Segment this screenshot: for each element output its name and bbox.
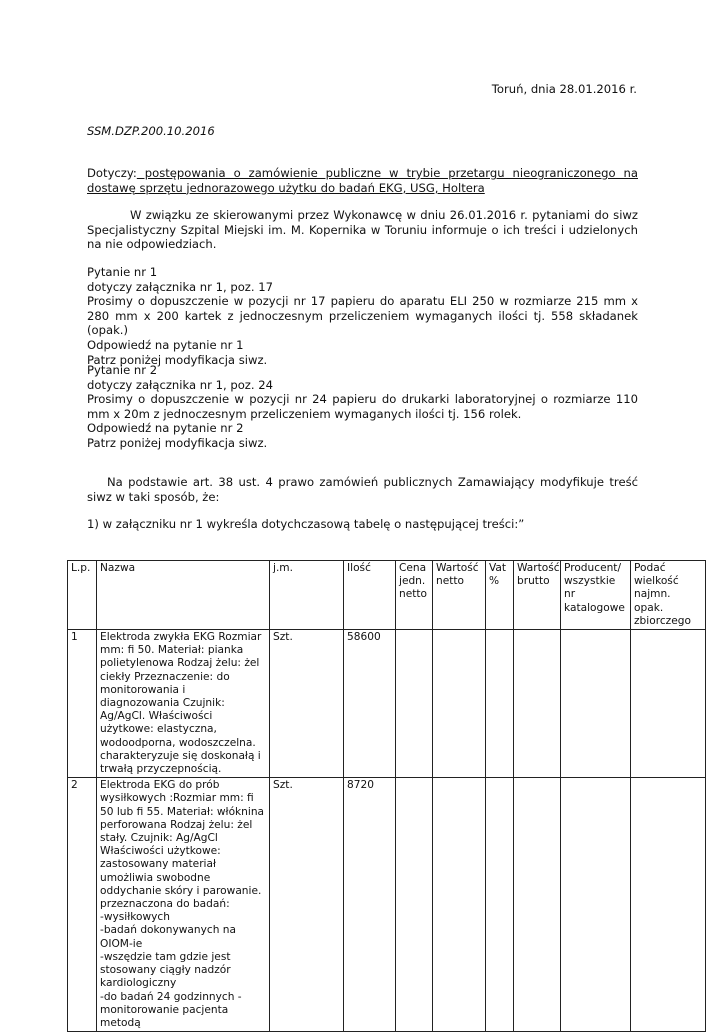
item-name: Elektroda zwykła EKG Rozmiar mm: fi 50. Materiał: pianka polietylenowa Rodzaj żelu: żel ciekły Przeznaczenie: do monitorowania i diagnozowania Czujnik: Ag/AgCl. Właściwości użytkowe: elastyczna, wodoodporna, wodoszczelna. charakteryzuje się doskonałą i trwałą przyczepnością. — [97, 630, 270, 778]
row-number: 1 — [68, 630, 97, 778]
intro-paragraph: W związku ze skierowanymi przez Wykonawcę w dniu 26.01.2016 r. pytaniami do siwz Specjalistyczny Szpital Miejski im. M. Kopernika w Toruniu informuje o ich treści i udzielonych na nie odpowiedziach. — [87, 208, 638, 252]
item-quantity: 58600 — [344, 630, 396, 778]
answer-title: Odpowiedź na pytanie nr 2 — [87, 421, 244, 436]
item-name-line: -do badań 24 godzinnych - monitorowanie pacjenta metodą — [100, 990, 242, 1029]
question-1 — [87, 265, 638, 367]
subject-line — [87, 166, 638, 195]
header-gross-value: Wartość brutto — [514, 561, 561, 630]
item-net-value — [433, 778, 486, 1032]
answer-text: Patrz poniżej modyfikacja siwz. — [87, 352, 268, 367]
header-quantity: Ilość — [344, 561, 396, 630]
header-package-size: Podać wielkość najmn. opak. zbiorczego — [631, 561, 706, 630]
header-unit: j.m. — [270, 561, 344, 630]
question-title: Pytanie nr 1 — [87, 265, 158, 279]
item-name-line: Elektroda EKG do prób wysiłkowych :Rozmiar mm: fi 50 lub fi 55. Materiał: włóknina perforowana Rodzaj żelu: żel stały. Czujnik: Ag/AgCl Właściwości użytkowe: zastosowany materiał umożliwia swobodne oddychanie skóry i parowanie. przeznaczona do badań: — [100, 779, 265, 911]
subject-text: postępowania o zamówienie publiczne w trybie przetargu nieograniczonego na dostawę sprzętu jednorazowego użytku do badań EKG, USG, Holtera — [87, 166, 638, 195]
header-producer: Producent/ wszystkie nr katalogowe — [561, 561, 631, 630]
question-body: Prosimy o dopuszczenie w pozycji nr 24 papieru do drukarki laboratoryjnej o rozmiarze 110 mm x 20m z jednoczesnym przeliczeniem wymaganych ilości tj. 156 rolek. — [87, 392, 638, 421]
item-name-line: -badań dokonywanych na OIOM-ie — [100, 924, 237, 950]
legal-basis-paragraph: Na podstawie art. 38 ust. 4 prawo zamówień publicznych Zamawiający modyfikuje treść siwz w taki sposób, że: — [87, 475, 638, 504]
item-gross-value — [514, 778, 561, 1032]
item-name — [97, 778, 270, 1032]
item-vat — [486, 778, 514, 1032]
table-header-row — [68, 561, 706, 630]
item-vat — [486, 630, 514, 778]
item-name-line: -wszędzie tam gdzie jest stosowany ciągły nadzór kardiologiczny — [100, 950, 231, 990]
answer-text: Patrz poniżej modyfikacja siwz. — [87, 435, 268, 450]
item-unit: Szt. — [270, 778, 344, 1032]
item-unit-price — [396, 778, 433, 1032]
modification-item: 1) w załączniku nr 1 wykreśla dotychczasową tabelę o następującej treści:” — [87, 517, 525, 531]
document-date: Toruń, dnia 28.01.2016 r. — [491, 82, 637, 96]
answer-title: Odpowiedź na pytanie nr 1 — [87, 337, 244, 352]
item-quantity: 8720 — [344, 778, 396, 1032]
item-gross-value — [514, 630, 561, 778]
subject-prefix: Dotyczy: — [87, 166, 137, 180]
header-vat: Vat % — [486, 561, 514, 630]
table-row — [68, 630, 706, 778]
question-ref: dotyczy załącznika nr 1, poz. 24 — [87, 377, 273, 392]
item-package-size — [631, 630, 706, 778]
item-producer — [561, 778, 631, 1032]
item-unit: Szt. — [270, 630, 344, 778]
question-title: Pytanie nr 2 — [87, 363, 158, 377]
item-producer — [561, 630, 631, 778]
row-number: 2 — [68, 778, 97, 1032]
header-name: Nazwa — [97, 561, 270, 630]
items-table — [67, 560, 706, 1032]
header-net-value: Wartość netto — [433, 561, 486, 630]
reference-number: SSM.DZP.200.10.2016 — [87, 124, 215, 138]
item-package-size — [631, 778, 706, 1032]
question-body: Prosimy o dopuszczenie w pozycji nr 17 papieru do aparatu ELI 250 w rozmiarze 215 mm x 280 mm x 200 kartek z jednoczesnym przeliczeniem wymaganych ilości tj. 558 składanek (opak.) — [87, 294, 638, 338]
item-unit-price — [396, 630, 433, 778]
question-2 — [87, 363, 638, 451]
header-lp: L.p. — [68, 561, 97, 630]
table-row — [68, 778, 706, 1032]
header-unit-price: Cena jedn. netto — [396, 561, 433, 630]
item-name-line: -wysiłkowych — [100, 911, 170, 924]
question-ref: dotyczy załącznika nr 1, poz. 17 — [87, 279, 273, 294]
item-net-value — [433, 630, 486, 778]
